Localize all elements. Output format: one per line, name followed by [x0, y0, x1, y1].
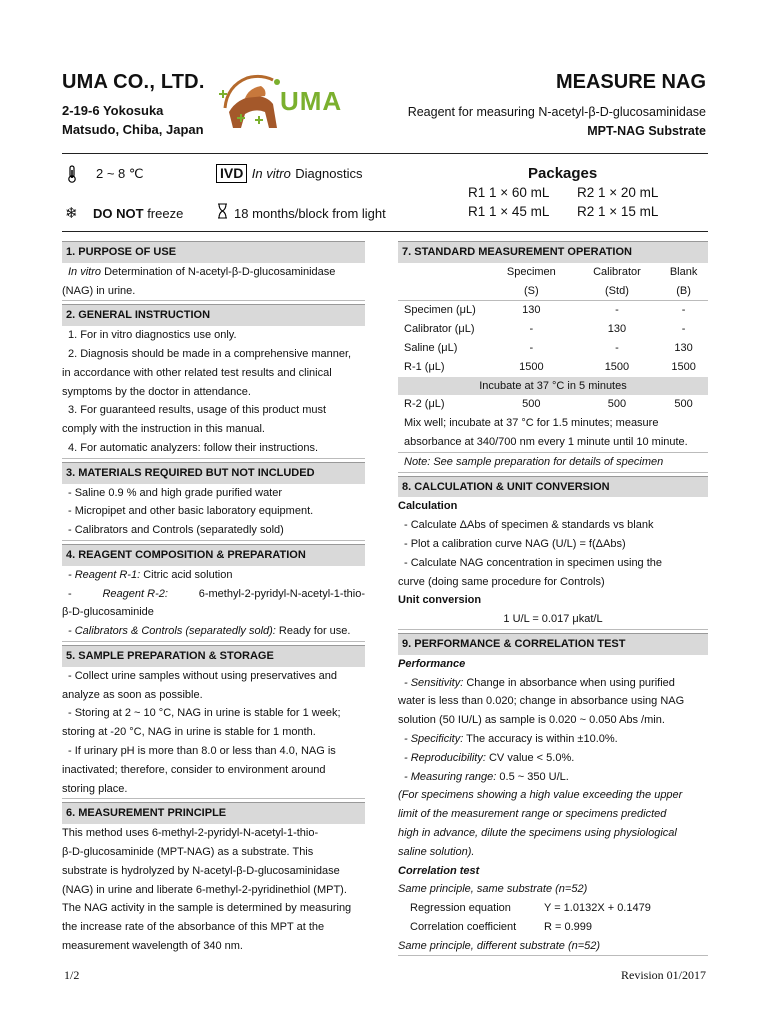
- table-cell: 500: [522, 398, 541, 411]
- incubate-row: [398, 377, 708, 396]
- table-header: Calibrator: [593, 265, 641, 278]
- section-1-body: [62, 263, 365, 302]
- s4-cal-label: - Calibrators & Controls (separatedly sold):: [68, 625, 276, 638]
- s4-r2-dash: -: [68, 587, 72, 600]
- table-cell: 500: [674, 398, 693, 411]
- s7-mix1: Mix well; incubate at 37 °C for 1.5 minutes; measure: [404, 417, 659, 430]
- s5-l7: storing place.: [62, 782, 128, 795]
- table-header: Specimen: [506, 265, 556, 278]
- regression-row: [398, 899, 708, 918]
- s5-l6: inactivated; therefore, consider to environment around: [62, 763, 326, 776]
- table-cell: -: [529, 341, 534, 354]
- table-cell: R-2 (μL): [404, 398, 445, 411]
- table-cell: 130: [522, 304, 541, 317]
- coefficient-row: [398, 918, 708, 937]
- table-cell: -: [529, 323, 534, 336]
- s6-l6: the increase rate of the absorbance of this MPT at the: [62, 921, 325, 934]
- package-r2-a: R2 1 × 20 mL: [577, 185, 659, 200]
- freeze-bold: DO NOT: [93, 206, 144, 221]
- table-cell: -: [615, 304, 619, 317]
- shelf-life: 18 months/block from light: [234, 206, 386, 221]
- s3-l3: - Calibrators and Controls (separatedly sold): [68, 524, 284, 537]
- s2-l3: in accordance with other related test results and clinical: [62, 366, 332, 379]
- packages-title: Packages: [528, 165, 598, 182]
- s9-spec-text: The accuracy is within ±10.0%.: [466, 732, 618, 745]
- product-title: MEASURE NAG: [555, 71, 706, 93]
- package-r1-a: R1 1 × 60 mL: [468, 185, 550, 200]
- s2-l7: 4. For automatic analyzers: follow their instructions.: [68, 441, 319, 454]
- table-header-row: [398, 263, 708, 282]
- s8-unit-head: Unit conversion: [398, 594, 482, 607]
- page-number: 1/2: [64, 968, 80, 982]
- table-cell: Specimen (μL): [404, 304, 476, 317]
- s4-r2-label: Reagent R-2:: [102, 587, 168, 600]
- s6-l5: The NAG activity in the sample is determined by measuring: [62, 902, 352, 915]
- s8-c2: - Plot a calibration curve NAG (U/L) = f(ΔAbs): [404, 537, 626, 550]
- s4-cal-text: Ready for use.: [278, 625, 351, 638]
- s9-p4: saline solution).: [398, 845, 475, 858]
- section-6-body: [62, 824, 365, 956]
- s2-l4: symptoms by the doctor in attendance.: [62, 385, 251, 398]
- s9-sens3: solution (50 IU/L) as sample is 0.020 ~ 0.050 Abs /min.: [398, 714, 665, 727]
- table-cell: 1500: [604, 360, 630, 373]
- s3-l1: - Saline 0.9 % and high grade purified water: [68, 486, 283, 499]
- section-3-body: [62, 484, 365, 541]
- table-cell: -: [681, 304, 686, 317]
- operation-table: [398, 263, 708, 414]
- s8-unit: 1 U/L = 0.017 μkat/L: [503, 613, 603, 626]
- table-header: Blank: [669, 265, 698, 278]
- section-2-body: [62, 326, 365, 459]
- address-line-1: 2-19-6 Yokosuka: [62, 103, 164, 118]
- s8-c3: - Calculate NAG concentration in specimen using the: [404, 556, 663, 569]
- s5-l3: - Storing at 2 ~ 10 °C, NAG in urine is stable for 1 week;: [68, 707, 341, 720]
- section-5-title: 5. SAMPLE PREPARATION & STORAGE: [62, 645, 365, 667]
- section-7-title: 7. STANDARD MEASUREMENT OPERATION: [398, 241, 708, 263]
- table-row: [398, 395, 708, 414]
- s9-repro-text: CV value < 5.0%.: [488, 751, 575, 764]
- s8-calc-head: Calculation: [398, 500, 458, 513]
- s7-note: Note: See sample preparation for details of specimen: [404, 455, 664, 468]
- s6-l1: This method uses 6-methyl-2-pyridyl-N-acetyl-1-thio-: [62, 827, 319, 840]
- s6-l3: substrate is hydrolyzed by N-acetyl-β-D-glucosaminidase: [62, 864, 340, 877]
- s4-r1-label: - Reagent R-1:: [68, 568, 141, 581]
- freeze-text: freeze: [147, 206, 184, 221]
- s5-l5: - If urinary pH is more than 8.0 or less than 4.0, NAG is: [68, 744, 336, 757]
- section-3-title: 3. MATERIALS REQUIRED BUT NOT INCLUDED: [62, 462, 365, 484]
- s9-reg-val: Y = 1.0132X + 0.1479: [544, 902, 651, 915]
- table-cell: 1500: [519, 360, 544, 373]
- table-row: [398, 339, 708, 358]
- table-cell: 1500: [671, 360, 696, 373]
- section-5-body: [62, 667, 365, 800]
- s2-l1: 1. For in vitro diagnostics use only.: [68, 329, 237, 342]
- table-cell: 130: [607, 323, 627, 336]
- s9-spec-label: - Specificity:: [404, 732, 464, 745]
- section-4-body: [62, 566, 365, 642]
- table-subheader-row: [398, 282, 708, 301]
- storage-temperature: 2 ~ 8 ℃: [96, 166, 144, 181]
- s9-coef-val: R = 0.999: [544, 920, 593, 933]
- section-4-title: 4. REAGENT COMPOSITION & PREPARATION: [62, 544, 365, 566]
- ivd-text: Diagnostics: [295, 166, 363, 181]
- s9-sens-label: - Sensitivity:: [404, 676, 464, 689]
- s9-same2: Same principle, different substrate (n=52): [398, 939, 601, 952]
- address-line-2: Matsudo, Chiba, Japan: [62, 122, 204, 137]
- freeze-warning: [93, 206, 183, 221]
- s5-l2: analyze as soon as possible.: [62, 688, 203, 701]
- s9-p3: high in advance, dilute the specimens using physiological: [398, 826, 677, 839]
- info-divider: [62, 231, 708, 232]
- s9-reg-label: Regression equation: [410, 902, 511, 915]
- s4-r1-text: Citric acid solution: [143, 568, 233, 581]
- s1-text2: (NAG) in urine.: [62, 284, 136, 297]
- section-7-body: [398, 263, 708, 473]
- thermometer-icon: [66, 165, 78, 187]
- s1-text1: Determination of N-acetyl-β-D-glucosaminidase: [104, 265, 336, 278]
- section-9-body: [398, 655, 708, 957]
- s6-l2: β-D-glucosaminide (MPT-NAG) as a substrate. This: [62, 845, 314, 858]
- left-column: [62, 238, 365, 956]
- snowflake-icon: ❄: [65, 205, 78, 222]
- s9-same1: Same principle, same substrate (n=52): [398, 883, 588, 896]
- table-row: [398, 320, 708, 339]
- s4-r2-text: 6-methyl-2-pyridyl-N-acetyl-1-thio-: [198, 587, 365, 600]
- section-6-title: 6. MEASUREMENT PRINCIPLE: [62, 802, 365, 824]
- header-divider: [62, 153, 708, 154]
- table-cell: -: [615, 341, 619, 354]
- logo-text: UMA: [280, 86, 343, 116]
- s1-italic: In vitro: [68, 265, 102, 278]
- table-subheader: (S): [524, 284, 539, 297]
- table-cell: 500: [607, 398, 627, 411]
- table-header: [398, 263, 488, 282]
- incubate-text: Incubate at 37 °C in 5 minutes: [398, 377, 708, 396]
- s9-repro-label: - Reproducibility:: [404, 751, 486, 764]
- s9-perf-head: Performance: [398, 657, 466, 670]
- s9-p1: (For specimens showing a high value exceeding the upper: [398, 789, 683, 802]
- s9-range-label: - Measuring range:: [404, 770, 497, 783]
- s9-sens-text: Change in absorbance when using purified: [466, 676, 675, 689]
- ivd-badge: IVD: [216, 164, 247, 183]
- ivd-row: [216, 164, 362, 183]
- s9-p2: limit of the measurement range or specimens predicted: [398, 808, 667, 821]
- s7-mix2: absorbance at 340/700 nm every 1 minute until 10 minute.: [398, 433, 708, 453]
- section-2-title: 2. GENERAL INSTRUCTION: [62, 304, 365, 326]
- s2-l2: 2. Diagnosis should be made in a comprehensive manner,: [68, 347, 352, 360]
- s8-c1: - Calculate ΔAbs of specimen & standards vs blank: [404, 519, 654, 532]
- section-8-title: 8. CALCULATION & UNIT CONVERSION: [398, 476, 708, 498]
- s4-r2-text2: β-D-glucosaminide: [62, 606, 154, 619]
- s8-c4: curve (doing same procedure for Controls): [398, 575, 605, 588]
- package-r1-b: R1 1 × 45 mL: [468, 204, 550, 219]
- table-subheader: [398, 282, 488, 301]
- table-cell: Saline (μL): [404, 341, 458, 354]
- s2-l5: 3. For guaranteed results, usage of this product must: [68, 404, 327, 417]
- s2-l6: comply with the instruction in this manual.: [62, 423, 265, 436]
- s5-l1: - Collect urine samples without using preservatives and: [68, 669, 338, 682]
- s3-l2: - Micropipet and other basic laboratory equipment.: [68, 505, 314, 518]
- table-row: [398, 301, 708, 320]
- substrate-name: MPT-NAG Substrate: [587, 124, 706, 138]
- revision: Revision 01/2017: [620, 968, 706, 982]
- s9-sens2: water is less than 0.020; change in absorbance using NAG: [398, 695, 685, 708]
- section-8-body: [398, 497, 708, 630]
- hourglass-icon: [217, 203, 228, 224]
- table-cell: Calibrator (μL): [404, 323, 475, 336]
- table-cell: 130: [674, 341, 693, 354]
- s9-coef-label: Correlation coefficient: [410, 920, 517, 933]
- s9-corr-head: Correlation test: [398, 864, 480, 877]
- ivd-italic: In vitro: [251, 166, 291, 181]
- table-subheader: (Std): [605, 284, 629, 297]
- s9-range-text: 0.5 ~ 350 U/L.: [499, 770, 569, 783]
- s6-l7: measurement wavelength of 340 nm.: [62, 939, 243, 952]
- table-cell: R-1 (μL): [404, 360, 445, 373]
- s6-l4: (NAG) in urine and liberate 6-methyl-2-pyridinethiol (MPT).: [62, 883, 347, 896]
- table-cell: -: [681, 323, 686, 336]
- right-column: [398, 238, 708, 956]
- s5-l4: storing at -20 °C, NAG in urine is stable for 1 month.: [62, 726, 316, 739]
- table-subheader: (B): [676, 284, 691, 297]
- product-subtitle: Reagent for measuring N-acetyl-β-D-glucosaminidase: [407, 105, 706, 119]
- table-row: [398, 358, 708, 377]
- package-r2-b: R2 1 × 15 mL: [577, 204, 659, 219]
- section-1-title: 1. PURPOSE OF USE: [62, 241, 365, 263]
- company-name: UMA CO., LTD.: [62, 71, 205, 93]
- section-9-title: 9. PERFORMANCE & CORRELATION TEST: [398, 633, 708, 655]
